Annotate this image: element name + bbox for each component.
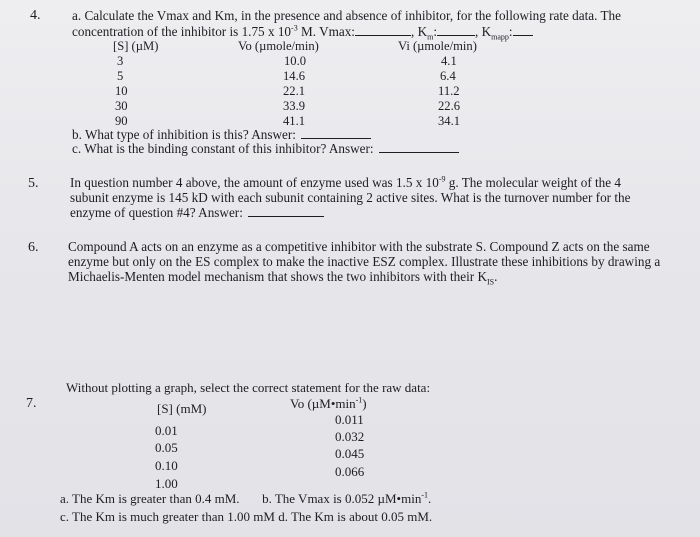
q7-number: 7.: [26, 396, 37, 411]
table-cell: 41.1: [283, 114, 306, 128]
table-cell: 30: [115, 99, 128, 113]
q6-period: .: [494, 269, 498, 284]
q4-a-line1: a. Calculate the Vmax and Km, in the presence and absence of inhibitor, for the following rate data. The: [72, 8, 622, 23]
q7-v-value: 0.066: [335, 464, 365, 479]
q7-header-v-end: ): [362, 396, 367, 411]
q4-km-label: , K: [410, 24, 428, 39]
q4-b-question: b. What type of inhibition is this? Answer:: [72, 127, 296, 142]
q5-line3-text: enzyme of question #4? Answer:: [70, 205, 243, 220]
q5-line2: subunit enzyme is 145 kD with each subunit containing 2 active sites. What is the turnover number for the: [70, 190, 631, 205]
q7-option-b-exp: -1: [421, 490, 428, 500]
vmax-answer-blank[interactable]: [355, 34, 411, 36]
q7-s-value: 0.01: [155, 423, 178, 438]
q7-header-v: [290, 396, 367, 412]
q5-number: 5.: [28, 176, 39, 191]
q6-line3-text: Michaelis-Menten model mechanism that shows the two inhibitors with their K: [68, 269, 487, 284]
q6-line3: [68, 269, 497, 285]
table-cell: 11.2: [438, 84, 460, 98]
q7-option-a[interactable]: a. The Km is greater than 0.4 mM.: [60, 491, 240, 506]
q7-header-v-exp: -1: [355, 395, 363, 405]
kmapp-answer-blank[interactable]: [513, 34, 533, 36]
table-cell: 3: [117, 54, 124, 68]
q7-options-row2: [60, 509, 432, 525]
q4-a-line2: [72, 24, 533, 40]
table-cell: 5: [117, 69, 124, 83]
km-answer-blank[interactable]: [437, 34, 475, 36]
q5-line1-text: In question number 4 above, the amount of enzyme used was 1.5 x 10: [70, 175, 439, 190]
q7-options-row1: [60, 491, 431, 507]
q4-kmapp-sub: mapp: [491, 32, 509, 42]
q6-kis-sub: IS: [487, 277, 495, 287]
q7-v-value: 0.011: [335, 412, 364, 427]
table-cell: 22.6: [438, 99, 461, 113]
q7-header-v-text: Vo (µM•min: [290, 396, 356, 411]
table-header-s: [S] (µM): [113, 39, 159, 53]
q4-number: 4.: [30, 8, 41, 23]
turnover-answer-blank[interactable]: [248, 215, 324, 217]
q5-line1: [70, 175, 621, 191]
table-cell: 10: [115, 84, 128, 98]
table-cell: 34.1: [438, 114, 461, 128]
q4-c-question: c. What is the binding constant of this inhibitor? Answer:: [72, 141, 374, 156]
q7-s-value: 0.10: [155, 458, 178, 473]
q4-a-line2-text: concentration of the inhibitor is 1.75 x 10: [72, 24, 292, 39]
q4-kmapp-label: , K: [475, 24, 492, 39]
q7-s-value: 0.05: [155, 440, 178, 455]
q5-line3: [70, 205, 324, 221]
q4-km-colon: :: [433, 24, 438, 39]
q6-number: 6.: [28, 240, 39, 255]
q5-line1-end: g. The molecular weight of the 4: [445, 175, 622, 190]
q6-line2: enzyme but only on the ES complex to make the inactive ESZ complex. Illustrate these inhibitions by drawing a: [68, 254, 661, 269]
table-cell: 22.1: [283, 84, 306, 98]
table-header-vo: Vo (µmole/min): [238, 39, 319, 53]
table-cell: 33.9: [283, 99, 306, 113]
q5-exponent: -9: [438, 174, 446, 184]
q7-header-s: [S] (mM): [157, 401, 207, 416]
table-cell: 4.1: [441, 54, 457, 68]
table-cell: 6.4: [440, 69, 456, 83]
table-cell: 10.0: [284, 54, 307, 68]
table-cell: 14.6: [283, 69, 306, 83]
q7-option-c[interactable]: c. The Km is much greater than 1.00 mM: [60, 509, 275, 524]
q7-option-b-text: b. The Vmax is 0.052 µM•min: [262, 491, 422, 506]
q4-km-sub: m: [427, 32, 434, 42]
q4-exponent: -3: [291, 23, 298, 33]
q6-line1: Compound A acts on an enzyme as a competitive inhibitor with the substrate S. Compound Z acts on the same: [68, 239, 650, 254]
q7-v-value: 0.032: [335, 429, 365, 444]
binding-constant-answer-blank[interactable]: [379, 151, 459, 153]
q4-c-line: [72, 141, 459, 157]
q7-option-d[interactable]: d. The Km is about 0.05 mM.: [274, 509, 433, 524]
table-header-vi: Vi (µmole/min): [398, 39, 477, 53]
q7-option-b-end: .: [428, 491, 432, 506]
q4-vmax-label: M. Vmax:: [297, 24, 355, 39]
q7-v-value: 0.045: [335, 446, 365, 461]
q7-intro: Without plotting a graph, select the correct statement for the raw data:: [66, 380, 431, 395]
q4-kmapp-colon: :: [508, 24, 513, 39]
inhibition-type-answer-blank[interactable]: [301, 137, 371, 139]
q7-option-b[interactable]: [262, 491, 431, 506]
q7-s-value: 1.00: [155, 476, 178, 491]
table-cell: 90: [115, 114, 128, 128]
